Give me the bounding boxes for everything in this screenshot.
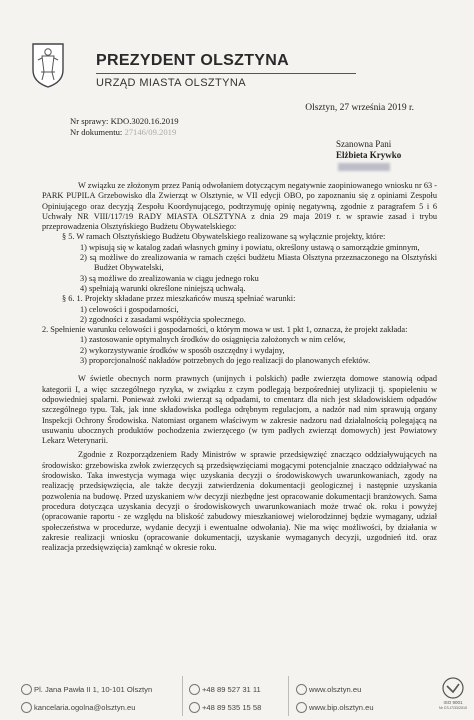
paragraph-intro: W związku ze złożonym przez Panią odwołaniem dotyczącym negatywnie zaopiniowanego wniosku nr 63 - PARK PUPILA Grzebowisko dla Zwierząt w Olsztynie, w VII edycji OBO, po zapoznaniu się z opiniami Zespołu Opiniującego oraz decyzją Zespołu Koordynującego, podtrzymuję opinię negatywną, zgodnie z paragrafem 5 i 6 Uchwały NR VIII/117/19 RADY MIASTA OLSZTYNA z dnia 29 maja 2019 r. w sprawie zasad i trybu przeprowadzenia Olsztyńskiego Budżetu Obywatelskiego: (42, 181, 437, 232)
paragraph-regulations: W świetle obecnych norm prawnych (unijnych i polskich) padłe zwierzęta domowe stanowią odpad kategorii I, a więc szczególnego ryzyka, w związku z czym podlegają bezpośredniej utylizacji tj. spopieleniu w odpowiedniej spalarni. Ponieważ zwłoki zwierząt są odpadami, to cmentarz dla nich jest składowiskiem odpadów szczególnego typu. Tak, jak inne składowiska podlega odrębnym regulacjom, a nadzór nad nim sprawują organy Inspekcji Ochrony Środowiska. Natomiast organem właściwym w zakresie nadzoru nad działalnością polegającą na usuwaniu ubocznych produktów pochodzenia zwierzęcego (w tym padłych zwierząt domowych) jest Powiatowy Lekarz Weterynarii. (42, 374, 437, 446)
section-6-2-item: 3) proporcjonalność nakładów potrzebnych do jego realizacji do planowanych efektów. (80, 356, 371, 366)
document-number (70, 127, 179, 138)
addressee-greeting: Szanowna Pani (336, 139, 392, 149)
cert-label: ISO 9001 (443, 700, 463, 705)
fax-icon (189, 702, 200, 713)
letter-footer (0, 676, 474, 720)
email-icon (21, 702, 32, 713)
footer-divider (182, 676, 183, 716)
header-subtitle: URZĄD MIASTA OLSZTYNA (96, 77, 246, 89)
header-title: PREZYDENT OLSZTYNA (96, 52, 289, 69)
iso-certificate-logo (438, 676, 468, 712)
location-icon (21, 684, 32, 695)
redacted-address (336, 161, 434, 172)
letter-date: Olsztyn, 27 września 2019 r. (305, 103, 414, 113)
section-6-heading: § 6. 1. Projekty składane przez mieszkańców muszą spełniać warunki: (62, 294, 296, 304)
letter-body (42, 181, 437, 553)
footer-bip-website[interactable]: www.bip.olsztyn.eu (309, 703, 374, 712)
section-6-point-2: 2. Spełnienie warunku celowości i gospodarności, o którym mowa w ust. 1 pkt 1, oznacza, że projekt zakłada: (42, 325, 408, 335)
section-5-heading: § 5. W ramach Olsztyńskiego Budżetu Obywatelskiego realizowane są wyłącznie projekty, które: (62, 232, 386, 242)
globe-icon (296, 684, 307, 695)
section-6-2-item: 1) zastosowanie optymalnych środków do osiągnięcia założonych w nim celów, (80, 335, 346, 345)
section-6-2-item: 2) wykorzystywanie środków w sposób oszczędny i wydajny, (80, 345, 285, 355)
section-6-item: 2) zgodności z zasadami współżycia społecznego. (80, 314, 246, 324)
section-5-item: 4) spełniają warunki określone niniejszą uchwałą. (80, 283, 246, 293)
footer-address: Pl. Jana Pawła II 1, 10-101 Olsztyn (34, 685, 153, 694)
section-5-item: 3) są możliwe do zrealizowania w ciągu jednego roku (80, 273, 259, 283)
section-5-item: 1) wpisują się w katalog zadań własnych gminy i powiatu, określony ustawą o samorządzie gminnym, (80, 242, 420, 252)
section-5-item: 2) są możliwe do zrealizowania w ramach części budżetu Miasta Olsztyna przeznaczonego na Olsztyński Budżet Obywatelski, (80, 253, 437, 273)
cert-number: Nr CS-I7/33/2010 (439, 706, 467, 710)
footer-phone-1: +48 89 527 31 11 (202, 685, 261, 694)
case-number: Nr sprawy: KDO.3020.16.2019 (70, 116, 179, 126)
paragraph-procedure: Zgodnie z Rozporządzeniem Rady Ministrów w sprawie przedsięwzięć znacząco oddziaływujących na środowisko: grzebowiska zwłok zwierzęcych są przedsięwzięciami mogącymi potencjalnie znacząco oddziaływać na środowisko. Taka inwestycja wymaga więc uzyskania decyzji o środowiskowych uwarunkowaniach, zgody na realizację przedsięwzięcia, ale także decyzji zatwierdzenia dokumentacji geologicznej i następnie uzyskania pozwolenia na budowę. Przed uzyskaniem w/w decyzji niezbędne jest opracowanie dokumentacji branżowych. Sama procedura dotycząca uzyskania decyzji o środowiskowych uwarunkowaniach może trwać ok. roku i powyżej (opracowanie raportu - ze względu na bliskość zabudowy mieszkaniowej wielorodzinnej będzie wymagany, udział społeczeństwa w procedurze, wydanie decyzji i ewentualne odwołania). Nie ma więc możliwości, by działania w zakresie realizacji wniosku (opracowanie dokumentacji, uzyskanie wymaganych decyzji, uzgodnień itd. oraz realizacja przedsięwzięcia) zamknąć w okresie roku. (42, 450, 437, 553)
addressee-name: Elżbieta Krywko (336, 150, 402, 160)
footer-email[interactable]: kancelaria.ogolna@olsztyn.eu (34, 703, 136, 712)
bip-icon (296, 702, 307, 713)
city-crest-logo (30, 42, 66, 88)
section-6-item: 1) celowości i gospodarności, (80, 304, 179, 314)
footer-website[interactable]: www.olsztyn.eu (309, 685, 362, 694)
addressee-block (336, 139, 434, 172)
document-number-label: Nr dokumentu: (70, 127, 123, 137)
reference-block (70, 116, 179, 138)
footer-phone-2: +48 89 535 15 58 (202, 703, 262, 712)
header-divider (96, 73, 356, 74)
phone-icon (189, 684, 200, 695)
footer-divider (288, 676, 289, 716)
document-number-value: 27146/09.2019 (124, 127, 177, 137)
